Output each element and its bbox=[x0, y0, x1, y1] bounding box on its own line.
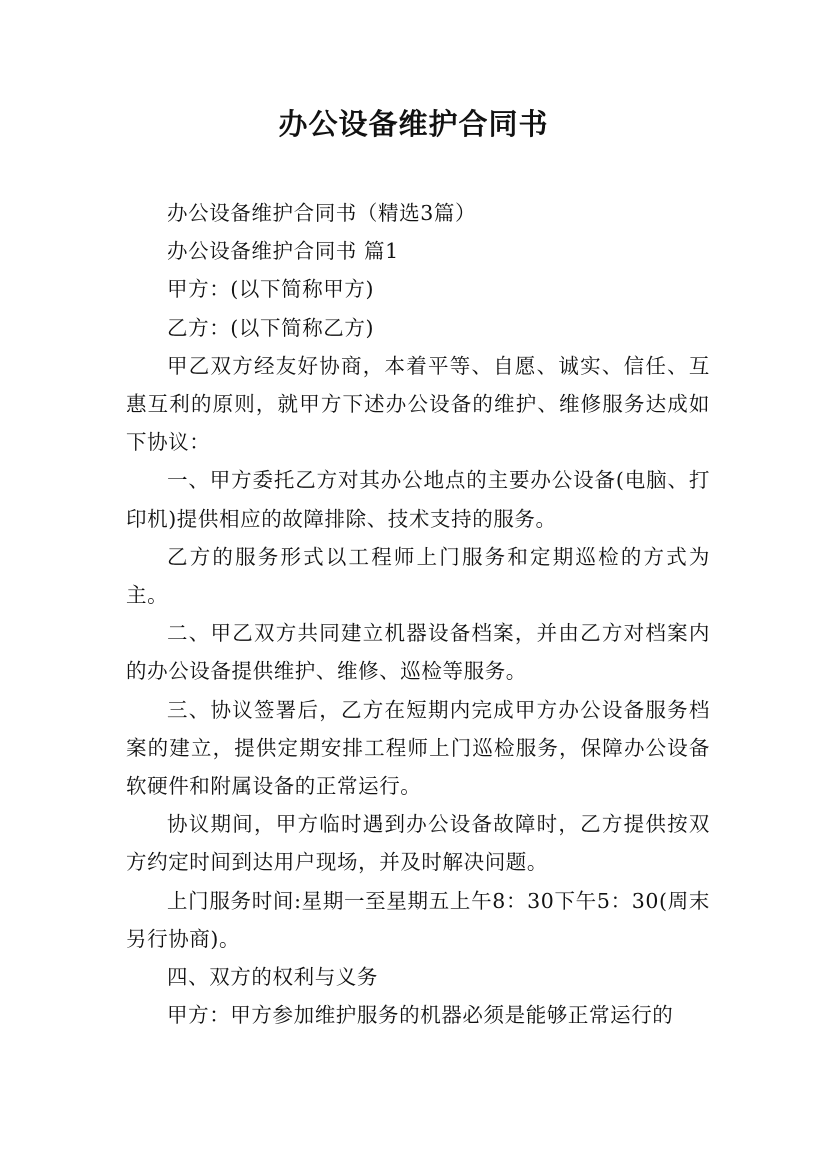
document-body bbox=[126, 194, 710, 1034]
paragraph-collection-title: 办公设备维护合同书（精选3篇） bbox=[167, 201, 477, 225]
paragraph-service-hours: 上门服务时间:星期一至星期五上午8：30下午5：30(周末另行协商)。 bbox=[126, 888, 710, 951]
paragraph-preamble: 甲乙双方经友好协商，本着平等、自愿、诚实、信任、互惠互利的原则，就甲方下述办公设备的维护、维修服务达成如下协议： bbox=[126, 353, 710, 455]
paragraph-clause-3: 三、协议签署后，乙方在短期内完成甲方办公设备服务档案的建立，提供定期安排工程师上门巡检服务，保障办公设备软硬件和附属设备的正常运行。 bbox=[126, 697, 710, 799]
paragraph-service-form: 乙方的服务形式以工程师上门服务和定期巡检的方式为主。 bbox=[126, 544, 710, 608]
paragraph-clause-4-heading: 四、双方的权利与义务 bbox=[167, 965, 378, 990]
paragraph-party-b: 乙方：(以下简称乙方) bbox=[167, 315, 375, 340]
paragraph-clause-1: 一、甲方委托乙方对其办公地点的主要办公设备(电脑、打印机)提供相应的故障排除、技术支持的服务。 bbox=[126, 468, 710, 531]
paragraph-party-a: 甲方：(以下简称甲方) bbox=[167, 277, 375, 302]
paragraph-clause-2: 二、甲乙双方共同建立机器设备档案，并由乙方对档案内的办公设备提供维护、维修、巡检等服务。 bbox=[126, 621, 710, 684]
document-title: 办公设备维护合同书 bbox=[278, 107, 549, 141]
paragraph-fault-handling: 协议期间，甲方临时遇到办公设备故障时，乙方提供按双方约定时间到达用户现场，并及时解决问题。 bbox=[126, 812, 710, 875]
paragraph-party-a-obligations: 甲方：甲方参加维护服务的机器必须是能够正常运行的 bbox=[167, 1003, 674, 1028]
paragraph-section-heading: 办公设备维护合同书 篇1 bbox=[167, 239, 399, 264]
